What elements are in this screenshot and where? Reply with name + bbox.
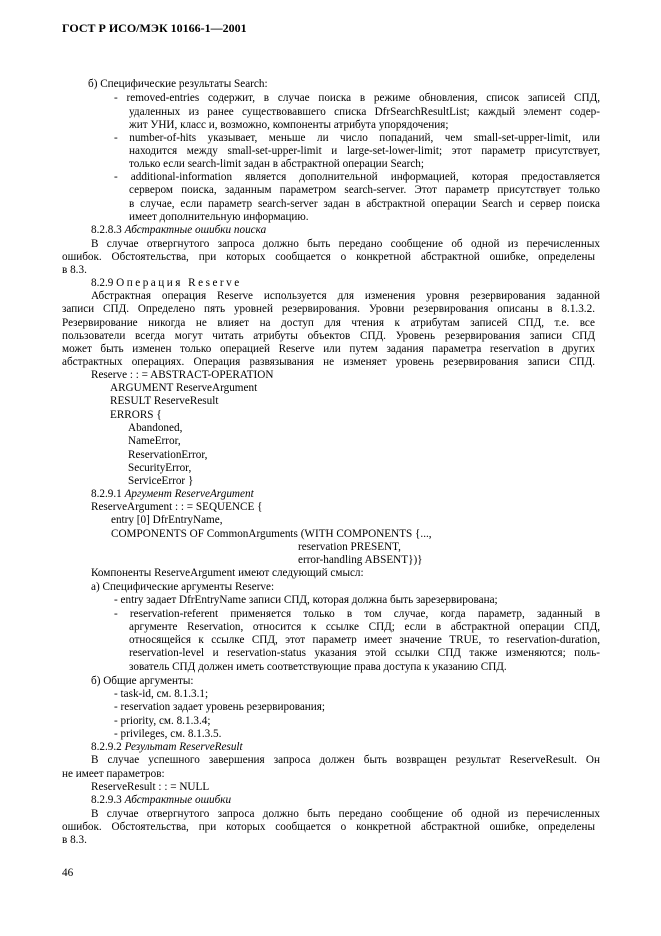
text-span: удаленных из ранее существовавшего списка DfrSearchResultList; каждый элемент содер-: [129, 106, 600, 118]
text-span: В случае отвергнутого запроса должно быть передано сообщение об одной из перечисленных: [91, 808, 600, 820]
text-line: [129, 184, 600, 197]
text-line: [62, 317, 595, 330]
text-line: [88, 78, 268, 91]
text-line: [128, 435, 181, 448]
text-line: [91, 369, 273, 382]
text-span: Абстрактная операция Reserve используется для изменения уровня резервирования заданной: [91, 290, 600, 302]
text-span: Компоненты ReserveArgument имеют следующий смысл:: [91, 567, 364, 579]
text-line: [91, 488, 254, 501]
text-line: [129, 119, 448, 132]
text-line: [91, 808, 600, 821]
text-line: [111, 528, 432, 541]
text-span: ReserveArgument : : = SEQUENCE {: [91, 501, 263, 513]
text-span: находится между small-set-upper-limit и large-set-lower-limit; этот параметр присутствует,: [129, 145, 600, 157]
text-line: [91, 277, 242, 290]
text-span: ReserveResult : : = NULL: [91, 781, 210, 793]
text-span: может быть изменен только операцией Reserve или путем задания параметра reservation в других: [62, 343, 595, 355]
text-span: 8.2.9.3: [91, 794, 125, 806]
text-span: в 8.3.: [62, 264, 87, 276]
text-line: [128, 475, 193, 488]
text-line: [91, 675, 194, 688]
text-span: Abandoned,: [128, 422, 183, 434]
text-line: [91, 224, 266, 237]
text-span: 8.2.8.3: [91, 224, 125, 236]
text-line: [128, 449, 207, 462]
text-line: [110, 382, 257, 395]
text-span: 8.2.9: [91, 277, 117, 289]
text-span: ошибок. Обстоятельства, при которых сообщается о конкретной абстрактной ошибке, определены: [62, 821, 595, 833]
text-span: - reservation задает уровень резервирования;: [114, 701, 326, 713]
text-span: абстрактных операциях. Операция развязывания не изменяет уровень резервирования записи СПД.: [62, 356, 595, 368]
text-line: [62, 356, 595, 369]
text-line: [91, 741, 243, 754]
text-line: [91, 567, 364, 580]
text-span: - number-of-hits указывает, меньше ли число попаданий, чем small-set-upper-limit, или: [114, 132, 600, 144]
italic-heading: Абстрактные ошибки: [124, 794, 232, 806]
text-line: [114, 728, 221, 741]
text-span: только если search-limit задан в абстрактной операции Search;: [129, 158, 424, 170]
text-line: [129, 661, 507, 674]
text-line: [114, 608, 600, 621]
text-line: [62, 330, 595, 343]
text-line: [91, 794, 231, 807]
text-span: - priority, см. 8.1.3.4;: [114, 715, 211, 727]
italic-heading: Абстрактные ошибки поиска: [124, 224, 267, 236]
text-span: сервером поиска, заданным параметром search-server. Этот параметр присутствует только: [129, 184, 600, 196]
text-span: 8.2.9.1: [91, 488, 125, 500]
text-line: [62, 303, 595, 316]
text-span: ошибок. Обстоятельства, при которых сообщается о конкретной абстрактной ошибке, определены: [62, 251, 595, 263]
text-line: [114, 715, 210, 728]
text-span: SecurityError,: [128, 462, 192, 474]
text-line: [128, 462, 191, 475]
text-line: [110, 409, 162, 422]
italic-heading: Аргумент ReserveArgument: [124, 488, 254, 500]
text-line: [129, 647, 600, 660]
text-span: б) Общие аргументы:: [91, 675, 194, 687]
text-line: [114, 132, 600, 145]
text-line: [91, 581, 274, 594]
text-span: COMPONENTS OF CommonArguments (WITH COMPONENTS {...,: [111, 528, 432, 540]
text-line: [129, 106, 600, 119]
text-line: [91, 754, 600, 767]
text-line: [129, 158, 424, 171]
text-span: reservation-level и reservation-status указания этой ссылки СПД также изменяются; поль-: [129, 647, 600, 659]
text-span: ERRORS {: [110, 409, 162, 421]
text-line: [91, 781, 209, 794]
text-span: - reservation-referent применяется только в том случае, когда параметр, заданный в: [114, 608, 600, 620]
text-span: не имеет параметров:: [62, 768, 165, 780]
text-span: относящейся к ссылке СПД, этот параметр имеет значение TRUE, то reservation-duration,: [129, 634, 600, 646]
text-span: пользователи всегда могут читать атрибуты объектов СПД. Уровень резервирования записи СПД: [62, 330, 595, 342]
text-span: reservation PRESENT,: [298, 541, 401, 553]
text-line: [129, 634, 600, 647]
text-line: [91, 290, 600, 303]
text-line: [298, 554, 423, 567]
text-span: В случае отвергнутого запроса должно быть передано сообщение об одной из перечисленных: [91, 238, 600, 250]
text-span: - task-id, см. 8.1.3.1;: [114, 688, 209, 700]
text-span: - entry задает DfrEntryName записи СПД, которая должна быть зарезервирована;: [114, 594, 498, 606]
text-span: - privileges, см. 8.1.3.5.: [114, 728, 222, 740]
text-span: entry [0] DfrEntryName,: [111, 514, 223, 526]
text-line: [129, 145, 600, 158]
spaced-heading: Операция Reserve: [116, 277, 242, 289]
text-span: В случае успешного завершения запроса должен быть возвращен результат ReserveResult. Он: [91, 754, 600, 766]
text-span: жит УНИ, класс и, возможно, компоненты атрибута упорядочения;: [129, 119, 449, 131]
text-span: RESULT ReserveResult: [110, 395, 219, 407]
text-line: [62, 251, 595, 264]
text-line: [129, 621, 600, 634]
text-line: [114, 594, 498, 607]
text-span: - removed-entries содержит, в случае поиска в режиме обновления, список записей СПД,: [114, 92, 600, 104]
text-line: [114, 92, 600, 105]
text-span: в 8.3.: [62, 834, 87, 846]
text-line: [129, 198, 600, 211]
text-span: ReservationError,: [128, 449, 208, 461]
text-line: [114, 688, 208, 701]
text-line: [91, 238, 600, 251]
text-line: [62, 834, 87, 847]
text-line: [128, 422, 182, 435]
text-span: ServiceError }: [128, 475, 194, 487]
text-line: [298, 541, 401, 554]
text-span: 8.2.9.2: [91, 741, 125, 753]
text-line: [114, 701, 325, 714]
text-line: [114, 171, 600, 184]
text-span: зователь СПД должен иметь соответствующие права доступа к указанию СПД.: [129, 661, 507, 673]
text-line: [110, 395, 218, 408]
text-span: аргументе Reservation, относится к ссылке СПД; если в абстрактной операции СПД,: [129, 621, 600, 633]
text-line: [62, 821, 595, 834]
text-span: - additional-information является дополнительной информацией, которая предоставляется: [114, 171, 600, 183]
italic-heading: Результат ReserveResult: [124, 741, 243, 753]
text-line: [129, 211, 309, 224]
text-span: ARGUMENT ReserveArgument: [110, 382, 258, 394]
text-span: записи СПД. Определено пять уровней резервирования. Уровни резервирования описаны в 8.1.3.2.: [62, 303, 595, 315]
text-line: [111, 514, 223, 527]
text-span: Резервирование никогда не влияет на доступ для чтения к атрибутам записей СПД, т.е. все: [62, 317, 595, 329]
text-span: имеет дополнительную информацию.: [129, 211, 309, 223]
text-span: а) Специфические аргументы Reserve:: [91, 581, 275, 593]
text-line: [91, 501, 263, 514]
page-header: ГОСТ Р ИСО/МЭК 10166-1—2001: [62, 21, 247, 35]
text-line: [62, 343, 595, 356]
text-span: error-handling ABSENT})}: [298, 554, 423, 566]
text-span: NameError,: [128, 435, 181, 447]
text-line: [62, 768, 165, 781]
text-line: [62, 264, 87, 277]
text-span: Reserve : : = ABSTRACT-OPERATION: [91, 369, 274, 381]
page-number: 46: [62, 867, 74, 879]
text-span: б) Специфические результаты Search:: [88, 78, 268, 90]
text-span: в случае, если параметр search-server задан в абстрактной операции Search и сервер поиска: [129, 198, 600, 210]
